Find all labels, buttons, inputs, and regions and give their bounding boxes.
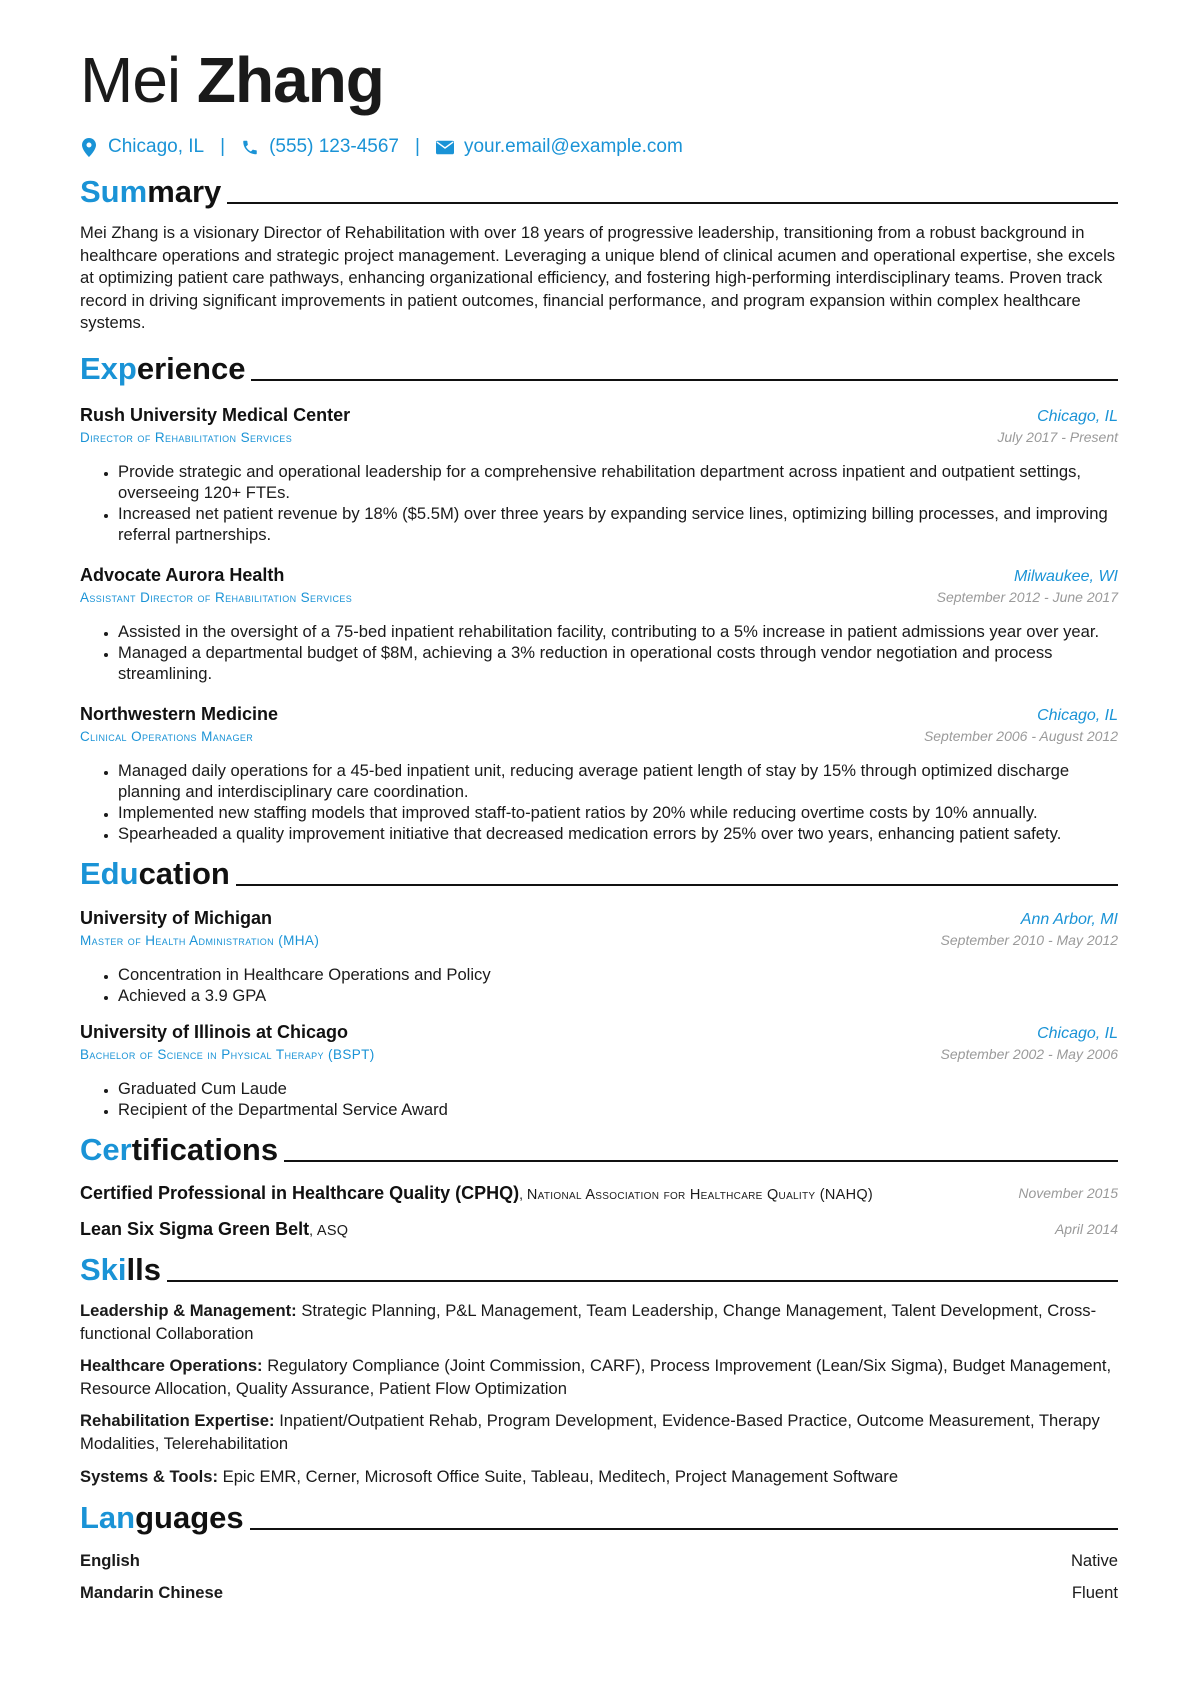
achievement-item: • Assisted in the oversight of a 75-bed inpatient rehabilitation facility, contributing to a 5% increase in patient admissions year over year.	[118, 621, 1118, 642]
education-detail: • Graduated Cum Laude	[118, 1078, 1118, 1099]
section-divider	[236, 884, 1118, 886]
skill-group	[80, 1410, 1118, 1455]
certification-date: November 2015	[1018, 1184, 1118, 1201]
degree-title: Master of Health Administration (MHA)	[80, 932, 320, 948]
certifications-heading	[80, 1132, 1118, 1168]
job-location: Chicago, IL	[1037, 706, 1118, 724]
last-name: Zhang	[196, 44, 384, 116]
degree-title: Bachelor of Science in Physical Therapy (BSPT)	[80, 1046, 375, 1062]
summary-heading	[80, 174, 1118, 210]
skill-category: Systems & Tools:	[80, 1466, 219, 1486]
language-name: Mandarin Chinese	[80, 1583, 223, 1603]
skill-category: Healthcare Operations:	[80, 1356, 263, 1376]
certification-name: Certified Professional in Healthcare Quality (CPHQ)	[80, 1182, 520, 1203]
map-pin-icon	[80, 137, 98, 157]
job-location: Milwaukee, WI	[1013, 567, 1118, 585]
employer-name: Northwestern Medicine	[80, 703, 279, 724]
certification-name: Lean Six Sigma Green Belt	[80, 1218, 310, 1239]
resume-page	[80, 40, 1118, 1604]
section-divider	[167, 1280, 1118, 1282]
section-title: Education	[80, 855, 230, 891]
section-title: Skills	[80, 1251, 161, 1287]
education-dates: September 2010 - May 2012	[940, 931, 1118, 948]
experience-entry	[80, 563, 1118, 684]
certification-issuer: ASQ	[316, 1222, 349, 1239]
achievement-item: • Implemented new staffing models that improved staff-to-patient ratios by 20% while reducing overtime costs by 10% annually.	[118, 802, 1118, 823]
certification-issuer: National Association for Healthcare Quality (NAHQ)	[526, 1186, 874, 1203]
contact-separator: |	[220, 136, 226, 157]
skill-group	[80, 1466, 1118, 1489]
section-title: Summary	[80, 174, 222, 209]
section-divider	[284, 1160, 1118, 1162]
achievement-list	[80, 760, 1118, 844]
job-title: Clinical Operations Manager	[80, 728, 254, 744]
phone-icon	[241, 137, 259, 157]
school-name: University of Illinois at Chicago	[80, 1021, 349, 1042]
skill-category: Rehabilitation Expertise:	[80, 1411, 275, 1431]
experience-heading	[80, 351, 1118, 387]
achievement-item: • Provide strategic and operational leadership for a comprehensive rehabilitation department across inpatient and outpatient settings, overseeing 120+ FTEs.	[118, 461, 1118, 503]
experience-entry	[80, 403, 1118, 545]
contact-bar	[80, 134, 1118, 160]
achievement-list	[80, 621, 1118, 684]
section-title: Experience	[80, 350, 246, 386]
education-detail: • Recipient of the Departmental Service Award	[118, 1099, 1118, 1120]
summary-text: Mei Zhang is a visionary Director of Rehabilitation with over 18 years of progressive leadership, transitioning from a robust background in healthcare operations and strategic project management. Leveraging a unique blend of clinical acumen and operational expertise, she excels at optimizing patient care pathways, enhancing organizational efficiency, and fostering high-performing interdisciplinary teams. Proven track record in driving significant improvements in patient outcomes, financial performance, and program expansion within complex healthcare systems.	[80, 223, 1115, 333]
candidate-name	[80, 40, 1118, 120]
achievement-list	[80, 461, 1118, 545]
achievement-item: • Spearheaded a quality improvement initiative that decreased medication errors by 25% over two years, enhancing patient safety.	[118, 823, 1118, 844]
education-detail: • Achieved a 3.9 GPA	[118, 985, 1118, 1006]
contact-location	[80, 136, 204, 158]
language-level: Native	[1070, 1551, 1118, 1571]
experience-entry	[80, 702, 1118, 844]
job-dates: July 2017 - Present	[997, 428, 1118, 445]
section-divider	[227, 202, 1118, 204]
job-dates: September 2012 - June 2017	[936, 588, 1118, 605]
skill-items: Strategic Planning, P&L Management, Team Leadership, Change Management, Talent Development, Cross-functional Collaboration	[80, 1300, 1097, 1343]
contact-email[interactable]	[436, 136, 683, 158]
contact-separator: |	[415, 136, 420, 157]
language-row	[80, 1550, 1118, 1572]
first-name: Mei	[80, 44, 181, 116]
education-detail: • Concentration in Healthcare Operations and Policy	[118, 964, 1118, 985]
school-location: Ann Arbor, MI	[1020, 910, 1118, 928]
envelope-icon	[436, 137, 454, 157]
email-link[interactable]: your.email@example.com	[463, 136, 683, 157]
section-title: Languages	[80, 1500, 244, 1536]
education-entry	[80, 906, 1118, 1006]
job-dates: September 2006 - August 2012	[923, 727, 1118, 744]
education-heading	[80, 856, 1118, 892]
contact-phone[interactable]	[241, 136, 399, 158]
skill-group	[80, 1355, 1118, 1400]
section-divider	[250, 1528, 1118, 1530]
section-title: Certifications	[80, 1131, 279, 1167]
school-location: Chicago, IL	[1037, 1024, 1118, 1042]
job-location: Chicago, IL	[1037, 407, 1118, 425]
job-title: Assistant Director of Rehabilitation Services	[80, 589, 353, 605]
school-name: University of Michigan	[80, 907, 273, 928]
skill-category: Leadership & Management:	[80, 1300, 297, 1320]
certification-entry: Lean Six Sigma Green Belt, ASQ April 2014	[80, 1218, 1118, 1242]
employer-name: Advocate Aurora Health	[80, 564, 285, 585]
education-entry	[80, 1020, 1118, 1120]
phone-text[interactable]: (555) 123-4567	[269, 136, 399, 157]
certification-date: April 2014	[1054, 1220, 1118, 1237]
achievement-item: • Increased net patient revenue by 18% ($5.5M) over three years by expanding service lines, optimizing billing processes, and improving referral partnerships.	[118, 503, 1118, 545]
achievement-item: • Managed daily operations for a 45-bed inpatient unit, reducing average patient length of stay by 15% through optimized discharge planning and interdisciplinary care coordination.	[118, 760, 1118, 802]
location-text: Chicago, IL	[108, 136, 205, 157]
achievement-item: • Managed a departmental budget of $8M, achieving a 3% reduction in operational costs through vendor negotiation and process streamlining.	[118, 642, 1118, 684]
skill-items: Epic EMR, Cerner, Microsoft Office Suite, Tableau, Meditech, Project Management Software	[222, 1466, 899, 1486]
certification-entry: Certified Professional in Healthcare Quality (CPHQ), National Association for Healthcare Quality (NAHQ) November 2015	[80, 1182, 1118, 1206]
skill-group	[80, 1300, 1118, 1345]
education-dates: September 2002 - May 2006	[940, 1045, 1118, 1062]
skills-heading	[80, 1252, 1118, 1288]
skill-items: Regulatory Compliance (Joint Commission, CARF), Process Improvement (Lean/Six Sigma), Budget Management, Resource Allocation, Quality Assurance, Patient Flow Optimization	[80, 1356, 1112, 1398]
languages-heading	[80, 1500, 1118, 1536]
language-name: English	[80, 1551, 140, 1571]
job-title: Director of Rehabilitation Services	[80, 429, 293, 445]
section-divider	[251, 379, 1118, 381]
education-detail-list	[80, 964, 1118, 1006]
education-detail-list	[80, 1078, 1118, 1120]
employer-name: Rush University Medical Center	[80, 404, 351, 425]
language-row	[80, 1582, 1118, 1604]
skill-items: Inpatient/Outpatient Rehab, Program Development, Evidence-Based Practice, Outcome Measurement, Therapy Modalities, Telerehabilitation	[80, 1411, 1100, 1453]
language-level: Fluent	[1071, 1583, 1118, 1603]
